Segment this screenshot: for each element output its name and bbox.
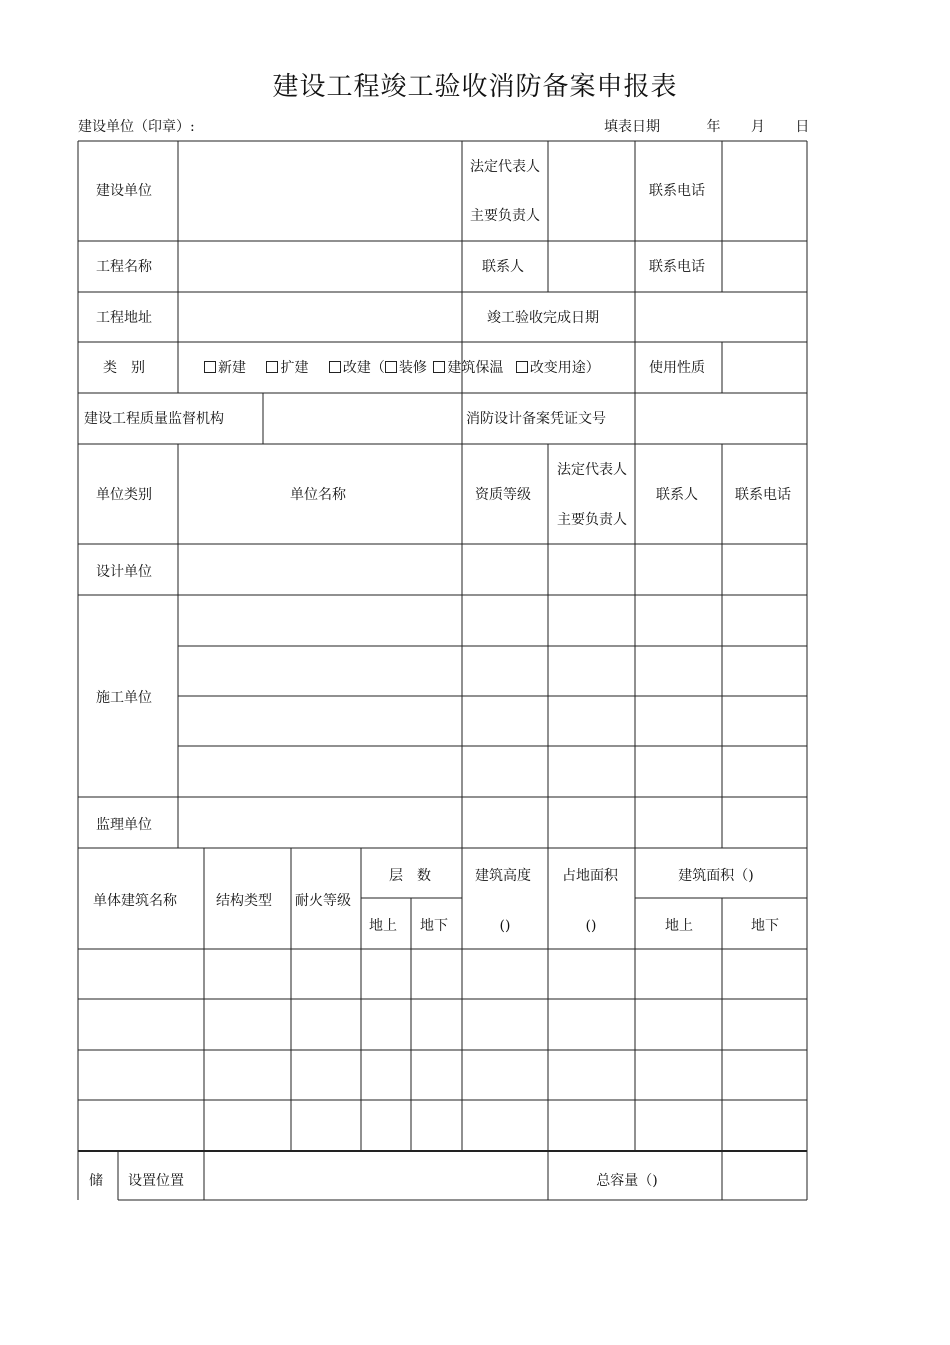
contact-phone-header: 联系电话	[735, 487, 791, 503]
construction-unit-label: 建设单位	[96, 183, 152, 199]
building-name-header: 单体建筑名称	[93, 893, 177, 909]
footprint-unit: ()	[585, 918, 597, 934]
unit-name-header: 单位名称	[290, 487, 346, 503]
fire-rating-header: 耐火等级	[295, 893, 351, 909]
construction-unit-stamp-label: 建设单位（印章）:	[78, 119, 195, 135]
area-below-header: 地下	[751, 918, 779, 934]
legal-rep-label: 法定代表人	[470, 159, 540, 175]
checkbox-icon	[385, 361, 397, 373]
legal-rep-header: 法定代表人	[557, 462, 627, 478]
checkbox-change-use[interactable]: 改变用途）	[516, 360, 600, 376]
height-header: 建筑高度	[475, 868, 531, 884]
checkbox-rebuild[interactable]: 改建（	[329, 360, 385, 376]
height-unit: ()	[499, 918, 511, 934]
floors-below-header: 地下	[420, 918, 448, 934]
floors-above-header: 地上	[369, 918, 397, 934]
contact-person-label: 联系人	[482, 259, 524, 275]
checkbox-insulation[interactable]: 建筑保温	[433, 360, 503, 376]
construction-company-label: 施工单位	[96, 690, 152, 706]
fill-date-label: 填表日期	[604, 119, 660, 135]
design-unit-label: 设计单位	[96, 564, 152, 580]
floors-header: 层 数	[389, 868, 431, 884]
main-person-header: 主要负责人	[557, 512, 627, 528]
quality-agency-label: 建设工程质量监督机构	[84, 411, 224, 427]
total-capacity-label: 总容量（)	[596, 1173, 658, 1189]
supervision-unit-label: 监理单位	[96, 817, 152, 833]
checkbox-renovation[interactable]: 装修	[385, 360, 427, 376]
category-options	[204, 361, 600, 375]
checkbox-icon	[204, 361, 216, 373]
category-label: 类 别	[103, 360, 145, 376]
month-label: 月	[750, 119, 765, 135]
checkbox-icon	[266, 361, 278, 373]
location-label: 设置位置	[128, 1173, 184, 1189]
usage-nature-label: 使用性质	[649, 360, 705, 376]
project-address-label: 工程地址	[96, 310, 152, 326]
structure-type-header: 结构类型	[216, 893, 272, 909]
checkbox-icon	[433, 361, 445, 373]
year-label: 年	[706, 119, 721, 135]
storage-label: 储	[89, 1173, 103, 1189]
qualification-header: 资质等级	[475, 487, 531, 503]
checkbox-icon	[516, 361, 528, 373]
unit-type-header: 单位类别	[96, 487, 152, 503]
contact-person-header: 联系人	[656, 487, 698, 503]
fire-design-cert-label: 消防设计备案凭证文号	[466, 411, 606, 427]
checkbox-new[interactable]: 新建	[204, 360, 246, 376]
gross-area-header: 建筑面积（)	[678, 868, 754, 884]
contact-phone-label-2: 联系电话	[649, 259, 705, 275]
page-title: 建设工程竣工验收消防备案申报表	[272, 72, 678, 102]
footprint-header: 占地面积	[562, 868, 618, 884]
area-above-header: 地上	[665, 918, 693, 934]
contact-phone-label: 联系电话	[649, 183, 705, 199]
main-person-label: 主要负责人	[470, 208, 540, 224]
checkbox-expand[interactable]: 扩建	[266, 360, 308, 376]
completion-date-label: 竣工验收完成日期	[487, 310, 599, 326]
checkbox-icon	[329, 361, 341, 373]
day-label: 日	[795, 119, 810, 135]
project-name-label: 工程名称	[96, 259, 152, 275]
